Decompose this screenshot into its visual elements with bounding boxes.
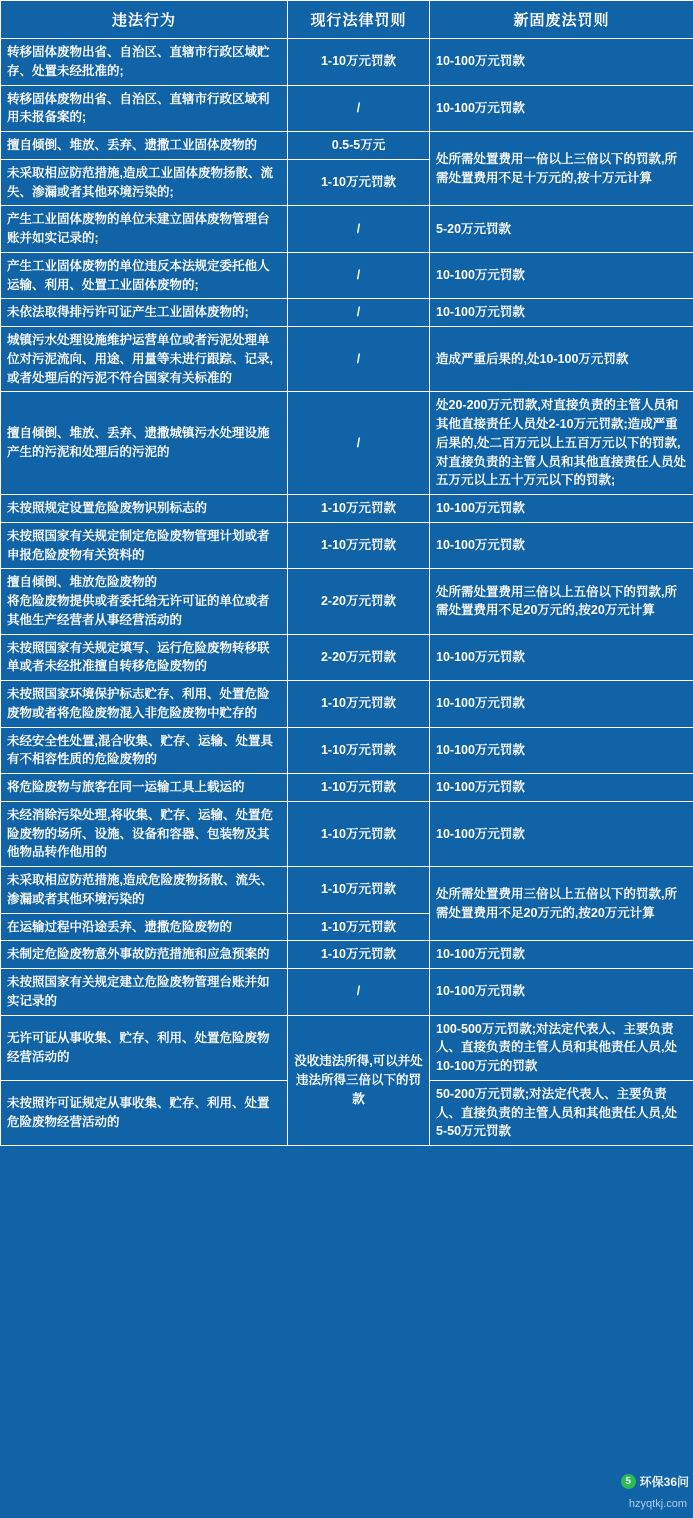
table-row: [1, 252, 693, 299]
column-header-new-law: 新固废法罚则: [430, 1, 693, 39]
cell-new-penalty: 处20-200万元罚款,对直接负责的主管人员和其他直接责任人员处2-10万元罚款;造成严重后果的,处二百万元以上五百万元以下的罚款,对直接负责的主管人员和其他直接责任人员处五万元以上五十万元以下的罚款;: [430, 392, 693, 495]
cell-behavior: 城镇污水处理设施维护运营单位或者污泥处理单位对污泥流向、用途、用量等未进行跟踪、记录,或者处理后的污泥不符合国家有关标准的: [1, 327, 288, 392]
cell-current-penalty: 1-10万元罚款: [288, 913, 430, 941]
cell-new-penalty: 10-100万元罚款: [430, 299, 693, 327]
cell-behavior: 产生工业固体废物的单位未建立固体废物管理台账并如实记录的;: [1, 206, 288, 253]
cell-new-penalty: 10-100万元罚款: [430, 774, 693, 802]
cell-behavior: 将危险废物与旅客在同一运输工具上载运的: [1, 774, 288, 802]
cell-current-penalty: 1-10万元罚款: [288, 774, 430, 802]
cell-new-penalty: 10-100万元罚款: [430, 495, 693, 523]
cell-behavior: 未经消除污染处理,将收集、贮存、运输、处置危险废物的场所、设施、设备和容器、包装物及其他物品转作他用的: [1, 801, 288, 866]
cell-current-penalty: 2-20万元罚款: [288, 569, 430, 634]
cell-new-penalty: 处所需处置费用三倍以上五倍以下的罚款,所需处置费用不足20万元的,按20万元计算: [430, 569, 693, 634]
table-row: [1, 569, 693, 634]
cell-behavior: 未依法取得排污许可证产生工业固体废物的;: [1, 299, 288, 327]
watermark-text: 环保36问: [639, 1475, 689, 1489]
cell-current-penalty: 没收违法所得,可以并处违法所得三倍以下的罚款: [288, 1015, 430, 1146]
cell-current-penalty: 1-10万元罚款: [288, 39, 430, 86]
cell-behavior: 产生工业固体废物的单位违反本法规定委托他人运输、利用、处置工业固体废物的;: [1, 252, 288, 299]
table-row: [1, 941, 693, 969]
table-row: [1, 327, 693, 392]
cell-new-penalty: 10-100万元罚款: [430, 727, 693, 774]
cell-behavior: 未经安全性处置,混合收集、贮存、运输、处置具有不相容性质的危险废物的: [1, 727, 288, 774]
cell-current-penalty: 1-10万元罚款: [288, 801, 430, 866]
cell-new-penalty: 5-20万元罚款: [430, 206, 693, 253]
column-header-behavior: 违法行为: [1, 1, 288, 39]
cell-current-penalty: /: [288, 392, 430, 495]
cell-current-penalty: /: [288, 299, 430, 327]
cell-current-penalty: /: [288, 252, 430, 299]
cell-behavior: 擅自倾倒、堆放、丢弃、遗撒工业固体废物的: [1, 132, 288, 160]
table-row: [1, 299, 693, 327]
cell-behavior: 擅自倾倒、堆放、丢弃、遗撒城镇污水处理设施产生的污泥和处理后的污泥的: [1, 392, 288, 495]
table-row: [1, 801, 693, 866]
cell-new-penalty: 100-500万元罚款;对法定代表人、主要负责人、直接负责的主管人员和其他责任人员,处10-100万元的罚款: [430, 1015, 693, 1080]
cell-current-penalty: 1-10万元罚款: [288, 495, 430, 523]
table-row: [1, 206, 693, 253]
table-row: [1, 774, 693, 802]
cell-new-penalty: 10-100万元罚款: [430, 969, 693, 1016]
cell-behavior: 未采取相应防范措施,造成危险废物扬散、流失、渗漏或者其他环境污染的: [1, 867, 288, 914]
cell-new-penalty: 10-100万元罚款: [430, 85, 693, 132]
cell-behavior: 未制定危险废物意外事故防范措施和应急预案的: [1, 941, 288, 969]
cell-new-penalty: 10-100万元罚款: [430, 681, 693, 728]
cell-new-penalty: 处所需处置费用三倍以上五倍以下的罚款,所需处置费用不足20万元的,按20万元计算: [430, 867, 693, 941]
cell-current-penalty: /: [288, 327, 430, 392]
table-row: [1, 522, 693, 569]
table-row: [1, 495, 693, 523]
cell-current-penalty: 1-10万元罚款: [288, 941, 430, 969]
cell-new-penalty: 10-100万元罚款: [430, 801, 693, 866]
cell-current-penalty: 1-10万元罚款: [288, 522, 430, 569]
cell-current-penalty: 0.5-5万元: [288, 132, 430, 160]
cell-behavior: 擅自倾倒、堆放危险废物的 将危险废物提供或者委托给无许可证的单位或者其他生产经营者从事经营活动的: [1, 569, 288, 634]
cell-new-penalty: 处所需处置费用一倍以上三倍以下的罚款,所需处置费用不足十万元的,按十万元计算: [430, 132, 693, 206]
cell-new-penalty: 10-100万元罚款: [430, 941, 693, 969]
cell-behavior: 未按照许可证规定从事收集、贮存、利用、处置危险废物经营活动的: [1, 1080, 288, 1145]
cell-current-penalty: /: [288, 206, 430, 253]
table-row: [1, 634, 693, 681]
cell-new-penalty: 造成严重后果的,处10-100万元罚款: [430, 327, 693, 392]
table-row: [1, 392, 693, 495]
cell-behavior: 未采取相应防范措施,造成工业固体废物扬散、流失、渗漏或者其他环境污染的;: [1, 159, 288, 206]
watermark-footer: hzyqtkj.com: [628, 1498, 687, 1510]
table-row: [1, 969, 693, 1016]
cell-new-penalty: 10-100万元罚款: [430, 634, 693, 681]
table-row: [1, 39, 693, 86]
cell-behavior: 在运输过程中沿途丢弃、遗撒危险废物的: [1, 913, 288, 941]
table-row: [1, 132, 693, 160]
cell-behavior: 转移固体废物出省、自治区、直辖市行政区域利用未报备案的;: [1, 85, 288, 132]
cell-behavior: 未按照国家有关规定建立危险废物管理台账并如实记录的: [1, 969, 288, 1016]
table-row: [1, 681, 693, 728]
cell-new-penalty: 50-200万元罚款;对法定代表人、主要负责人、直接负责的主管人员和其他责任人员,处5-50万元罚款: [430, 1080, 693, 1145]
table-row: [1, 1015, 693, 1080]
cell-behavior: 未按照国家环境保护标志贮存、利用、处置危险废物或者将危险废物混入非危险废物中贮存的: [1, 681, 288, 728]
cell-new-penalty: 10-100万元罚款: [430, 39, 693, 86]
cell-current-penalty: 1-10万元罚款: [288, 681, 430, 728]
cell-current-penalty: /: [288, 85, 430, 132]
cell-current-penalty: 1-10万元罚款: [288, 159, 430, 206]
watermark-badge-icon: 5: [621, 1474, 636, 1489]
table-row: [1, 867, 693, 914]
cell-current-penalty: 2-20万元罚款: [288, 634, 430, 681]
table-header: [1, 1, 693, 39]
cell-behavior: 未按照规定设置危险废物识别标志的: [1, 495, 288, 523]
cell-new-penalty: 10-100万元罚款: [430, 252, 693, 299]
table-row: [1, 85, 693, 132]
cell-behavior: 转移固体废物出省、自治区、直辖市行政区域贮存、处置未经批准的;: [1, 39, 288, 86]
table-row: [1, 727, 693, 774]
cell-behavior: 无许可证从事收集、贮存、利用、处置危险废物经营活动的: [1, 1015, 288, 1080]
cell-current-penalty: /: [288, 969, 430, 1016]
table-header-row: [1, 1, 693, 39]
cell-current-penalty: 1-10万元罚款: [288, 867, 430, 914]
column-header-current-law: 现行法律罚则: [288, 1, 430, 39]
cell-new-penalty: 10-100万元罚款: [430, 522, 693, 569]
cell-current-penalty: 1-10万元罚款: [288, 727, 430, 774]
cell-behavior: 未按照国家有关规定制定危险废物管理计划或者申报危险废物有关资料的: [1, 522, 288, 569]
cell-behavior: 未按照国家有关规定填写、运行危险废物转移联单或者未经批准擅自转移危险废物的: [1, 634, 288, 681]
watermark: [621, 1473, 689, 1490]
table-body: [1, 39, 693, 1146]
